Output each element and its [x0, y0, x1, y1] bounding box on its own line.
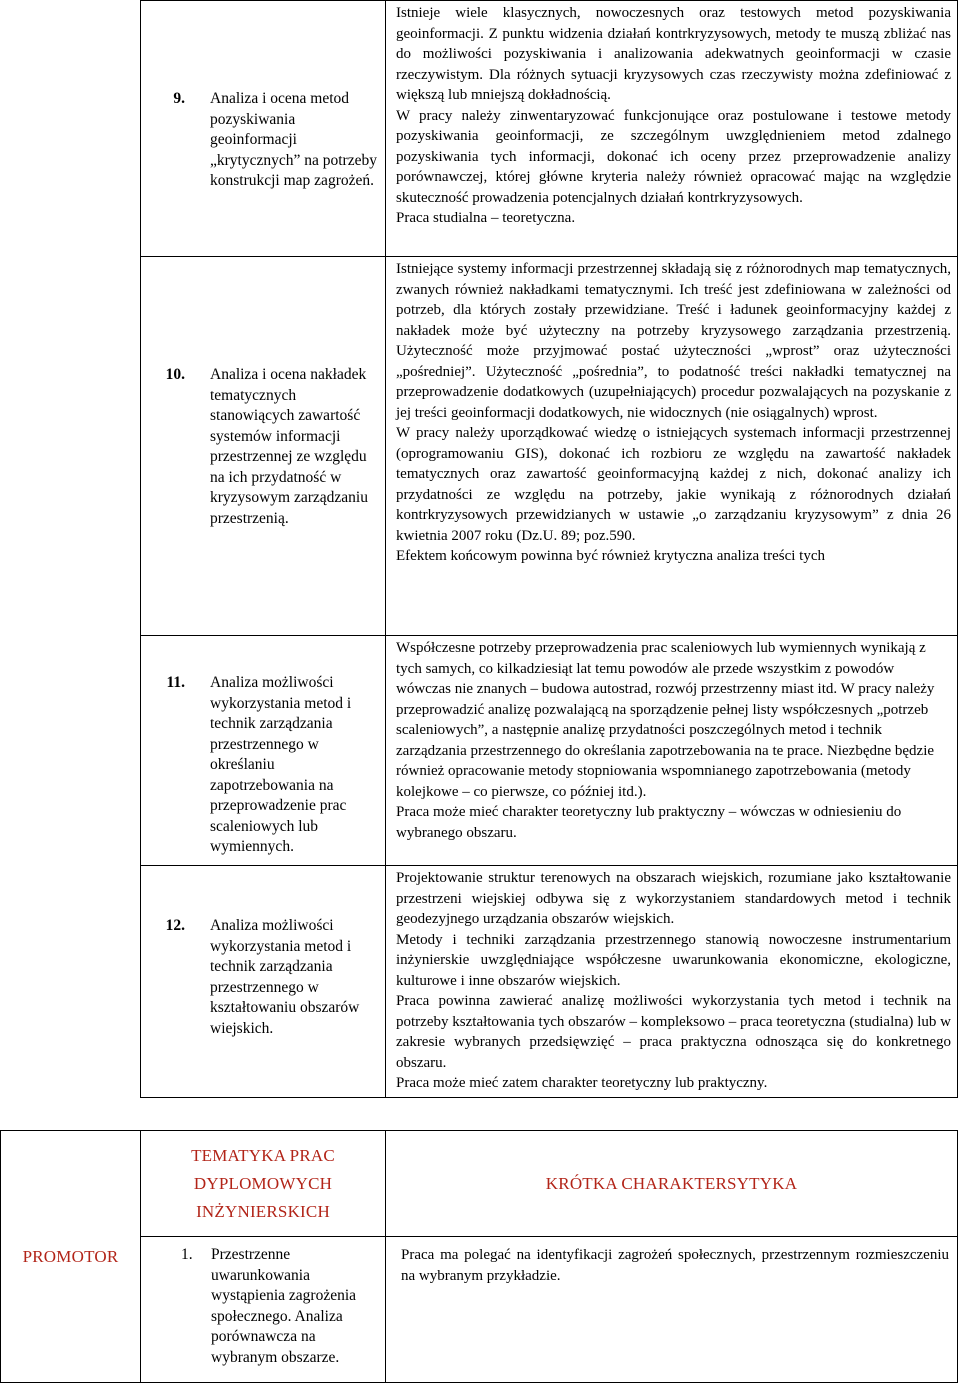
topic-number: 9.	[173, 90, 185, 107]
table-row	[141, 1, 958, 257]
description-paragraph: Praca ma polegać na identyfikacji zagrożeń społecznych, przestrzennym rozmieszczeniu na wybranym przykładzie.	[401, 1247, 949, 1284]
topic-number: 1.	[181, 1246, 193, 1263]
description-cell	[386, 636, 958, 866]
description-paragraph: Istniejące systemy informacji przestrzennej składają się z różnorodnych map tematycznych, zwanych również nakładkami tematycznymi. Ich treść jest zdefiniowana w zależności od potrzeb, dla których zostały przewidziane. Treść i ładunek geoinformacyjny każdej z nakładek może być użyteczny na potrzeby kryzysowego zarządzania przestrzenią. Użyteczność może przyjmować postać użyteczności „wprost” oraz użyteczności „pośredniej”. Użyteczność „pośrednia”, to podatność treści nakładki tematycznej na przeprowadzenie dodatkowych (uzupełniających) procedur pozwalających na pozyskanie z jej treści geoinformacji dodatkowych, nie widocznych (nie osiągalnych) wprost.	[396, 261, 951, 421]
topics-table	[140, 0, 958, 1098]
table-row	[141, 866, 958, 1098]
topic-cell	[141, 636, 386, 866]
topic-cell	[141, 257, 386, 636]
charakterystyka-header: KRÓTKA CHARAKTERSYTYKA	[545, 1173, 798, 1193]
description-cell	[386, 866, 958, 1098]
promotor-table	[0, 1130, 958, 1383]
description-cell	[386, 1, 958, 257]
table-row	[141, 257, 958, 636]
topic-title: Analiza i ocena nakładek tematycznych stanowiących zawartość systemów informacji przestrzennej ze względu na ich przydatność w kryzysowym zarządzaniu przestrzenią.	[210, 366, 368, 527]
topic-number: 12.	[165, 917, 185, 934]
description-paragraph: Praca może mieć zatem charakter teoretyczny lub praktyczny.	[396, 1075, 768, 1091]
description-paragraph: Projektowanie struktur terenowych na obszarach wiejskich, rozumiane jako kształtowanie przestrzeni wiejskiej odbywa się z wykorzystaniem standardowych metod i technik geodezyjnego urządzania obszarów wiejskich.	[396, 870, 951, 927]
topic-cell	[141, 1237, 386, 1383]
topic-title: Analiza możliwości wykorzystania metod i technik zarządzania przestrzennego w kształtowaniu obszarów wiejskich.	[210, 917, 360, 1037]
description-cell	[386, 257, 958, 636]
table-row	[141, 636, 958, 866]
description-paragraph: W pracy należy zinwentaryzować funkcjonujące oraz postulowane i testowe metody pozyskiwania geoinformacji, ze szczególnym uwzględnieniem metod zdalnego pozyskiwania tych informacji, dokonać ich oceny przez przeprowadzenie analizy porównawczej, której główne kryteria należy również opracować mając na względzie skuteczność prowadzenia potencjalnych działań kontrkryzysowych.	[396, 107, 951, 206]
charakterystyka-header-cell	[386, 1131, 958, 1237]
topic-cell	[141, 1, 386, 257]
topic-cell	[141, 866, 386, 1098]
description-paragraph: W pracy należy uporządkować wiedzę o istniejących systemach informacji przestrzennej (oprogramowaniu GIS), dokonać ich rozbioru ze względu na zawartość nakładek tematycznych oraz zawartość geoinformacyjną każdej z nich, dokonać analizy ich przydatności ze względu na potrzeby, jakie wynikają z różnorodnych działań kontrkryzysowych przewidzianych w ustawie „o zarządzaniu kryzysowym” z dnia 26 kwietnia 2007 roku (Dz.U. 89; poz.590.	[396, 425, 951, 544]
description-paragraph: Praca studialna – teoretyczna.	[396, 210, 576, 226]
description-paragraph: Praca może mieć charakter teoretyczny lub praktyczny – wówczas w odniesieniu do wybranego obszaru.	[396, 804, 902, 841]
promotor-header: PROMOTOR	[22, 1246, 119, 1266]
description-paragraph: Współczesne potrzeby przeprowadzenia prac scaleniowych lub wymiennych wynikają z tych samych, co kilkadziesiąt lat temu powodów ale przede wszystkim z powodów wówczas nie znanych – budowa autostrad, rozwój przestrzenny miast itd. W pracy należy przeprowadzić analizę pozwalającą na sporządzenie pełnej listy współczesnych „potrzeb scaleniowych”, a następnie analizę przydatności poszczególnych metod i technik zarządzania przestrzennego do określania zapotrzebowania na te prace. Niezbędne będzie również opracowanie metody stopniowania wspomnianego zapotrzebowania (metody kolejkowe – co pierwsze, co później itd.).	[396, 640, 935, 800]
topic-title: Przestrzenne uwarunkowania wystąpienia zagrożenia społecznego. Analiza porównawcza na wybranym obszarze.	[211, 1246, 357, 1366]
tematyka-header-cell	[141, 1131, 386, 1237]
promotor-header-cell	[1, 1131, 141, 1383]
topic-number: 11.	[166, 674, 185, 691]
tematyka-header: TEMATYKA PRAC DYPLOMOWYCH INŻYNIERSKICH	[191, 1145, 335, 1221]
description-paragraph: Istnieje wiele klasycznych, nowoczesnych oraz testowych metod pozyskiwania geoinformacji. Z punktu widzenia działań kontrkryzysowych, metody te muszą zbliżać nas do możliwości pozyskiwania i analizowania adekwatnych geoinformacji w czasie rzeczywistym. Dla różnych sytuacji kryzysowych czas rzeczywisty można zdefiniować z większą lub mniejszą dokładnością.	[396, 5, 951, 103]
topic-number: 10.	[165, 366, 185, 383]
description-paragraph: Praca powinna zawierać analizę możliwości wykorzystania tych metod i technik na potrzeby kształtowania tych obszarów – kompleksowo – praca teoretyczna (studialna) lub w zakresie wybranych przedsięwzięć – praca praktyczna odnosząca się do konkretnego obszaru.	[396, 993, 951, 1071]
description-cell	[386, 1237, 958, 1383]
table-header-row	[1, 1131, 958, 1237]
topic-title: Analiza możliwości wykorzystania metod i technik zarządzania przestrzennego w określaniu zapotrzebowania na przeprowadzenie prac scaleniowych lub wymiennych.	[210, 674, 352, 855]
topic-title: Analiza i ocena metod pozyskiwania geoinformacji „krytycznych” na potrzeby konstrukcji map zagrożeń.	[210, 90, 377, 189]
description-paragraph: Metody i techniki zarządzania przestrzennego stanowią nowoczesne instrumentarium inżynierskie uwzględniające współczesne uwarunkowania ekonomiczne, ekologiczne, kulturowe i inne obszarów wiejskich.	[396, 931, 951, 989]
description-paragraph: Efektem końcowym powinna być również krytyczna analiza treści tych	[396, 548, 826, 564]
table-row	[1, 1237, 958, 1383]
